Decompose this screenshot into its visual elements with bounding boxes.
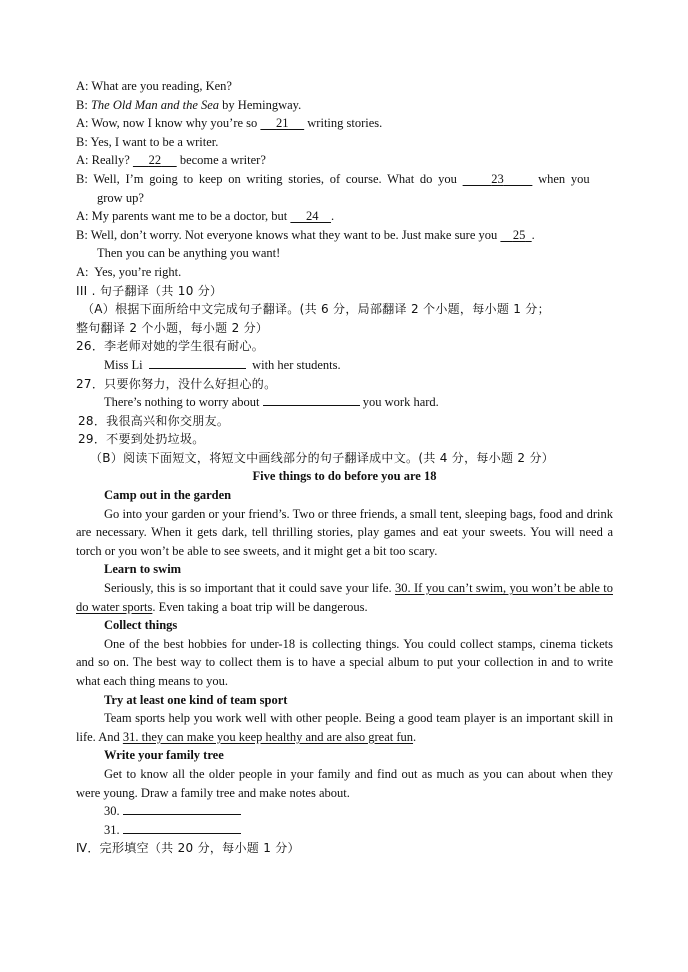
article-title: Five things to do before you are 18 bbox=[252, 469, 437, 484]
blank-23: 23 bbox=[491, 171, 504, 186]
section-text-family-tree: Get to know all the older people in your family and find out as much as you can about when they were young. Draw a family tree and make notes about. bbox=[76, 766, 613, 800]
section-3-title: III . 句子翻译（共 10 分） bbox=[76, 283, 223, 298]
book-title: The Old Man and the Sea bbox=[90, 97, 220, 112]
dialogue-line-2: B: The Old Man and the Sea by Hemingway. bbox=[76, 97, 302, 112]
dialogue-line-8: A: My parents want me to be a doctor, but 24 . bbox=[76, 207, 613, 226]
question-27: 27．只要你努力，没什么好担心的。 bbox=[76, 376, 277, 391]
dialogue-line-6: B: Well, I’m going to keep on writing stories, of course. What do you 23 when you bbox=[76, 170, 613, 189]
dialogue-line-10: Then you can be anything you want! bbox=[97, 246, 281, 261]
part-a-instructions-cont: 整句翻译 2 个小题，每小题 2 分） bbox=[76, 320, 269, 335]
answer-line-31: 31. bbox=[76, 821, 613, 840]
exam-page bbox=[76, 77, 613, 858]
answer-blank-27[interactable] bbox=[263, 393, 360, 406]
blank-21: 21 bbox=[276, 116, 289, 131]
section-heading-team-sport: Try at least one kind of team sport bbox=[104, 692, 288, 707]
dialogue-line-11: A: Yes, you’re right. bbox=[76, 264, 182, 279]
section-text-camp: Go into your garden or your friend’s. Two or three friends, a small tent, sleeping bags, food and drink are necessary. When it gets dark, tell thrilling stories, play games and eat your sweets. You will need a torch or you won’t be able to see sweets, and it might get a bit too scary. bbox=[76, 506, 613, 558]
dialogue-line-3: A: Wow, now I know why you’re so 21 writing stories. bbox=[76, 114, 613, 133]
answer-blank-31[interactable] bbox=[123, 821, 241, 834]
section-heading-camp: Camp out in the garden bbox=[104, 488, 232, 503]
answer-blank-30[interactable] bbox=[123, 802, 241, 815]
dialogue-line-4: B: Yes, I want to be a writer. bbox=[76, 134, 219, 149]
blank-25: 25 bbox=[512, 227, 526, 242]
question-29: 29．不要到处扔垃圾。 bbox=[78, 432, 205, 447]
part-a-instructions: （A）根据下面所给中文完成句子翻译。(共 6 分，局部翻译 2 个小题，每小题 1 分； bbox=[82, 302, 550, 317]
section-text-collect: One of the best hobbies for under-18 is collecting things. You could collect stamps, cinema tickets and so on. The best way to collect them is to have a special album to put your collection in and to write what each thing means to you. bbox=[76, 636, 613, 688]
section-text-swim: Seriously, this is so important that it could save your life. 30. If you can’t swim, you won’t be able to do water sports. Even taking a boat trip will be dangerous. bbox=[76, 581, 613, 614]
question-26-answer-line: Miss Li with her students. bbox=[104, 357, 341, 372]
answer-line-30: 30. bbox=[76, 802, 613, 821]
dialogue-line-9: B: Well, don’t worry. Not everyone knows what they want to be. Just make sure you 25 . bbox=[76, 226, 613, 245]
dialogue-line-7: grow up? bbox=[97, 190, 144, 205]
part-b-instructions: （B）阅读下面短文，将短文中画线部分的句子翻译成中文。(共 4 分，每小题 2 分） bbox=[90, 450, 555, 465]
section-heading-collect: Collect things bbox=[104, 618, 178, 633]
dialogue-line-5: A: Really? 22 become a writer? bbox=[76, 151, 613, 170]
answer-blank-26[interactable] bbox=[149, 356, 246, 369]
section-heading-family-tree: Write your family tree bbox=[104, 748, 224, 763]
question-28: 28．我很高兴和你交朋友。 bbox=[78, 413, 230, 428]
dialogue-line-1: A: What are you reading, Ken? bbox=[76, 79, 232, 93]
section-heading-swim: Learn to swim bbox=[104, 562, 182, 577]
underlined-sentence-30: 30. If you can’t swim, you won’t be able to do water sports bbox=[76, 581, 613, 614]
blank-24: 24 bbox=[306, 209, 319, 224]
blank-22: 22 bbox=[148, 153, 162, 168]
question-27-answer-line: There’s nothing to worry about you work hard. bbox=[104, 395, 439, 410]
underlined-sentence-31: 31. they can make you keep healthy and are also great fun bbox=[122, 729, 414, 744]
section-4-title: Ⅳ．完形填空（共 20 分，每小题 1 分） bbox=[76, 841, 300, 856]
section-text-team-sport: Team sports help you work well with other people. Being a good team player is an important skill in life. And 31. they can make you keep healthy and are also great fun. bbox=[76, 711, 613, 744]
question-26: 26．李老师对她的学生很有耐心。 bbox=[76, 339, 265, 354]
